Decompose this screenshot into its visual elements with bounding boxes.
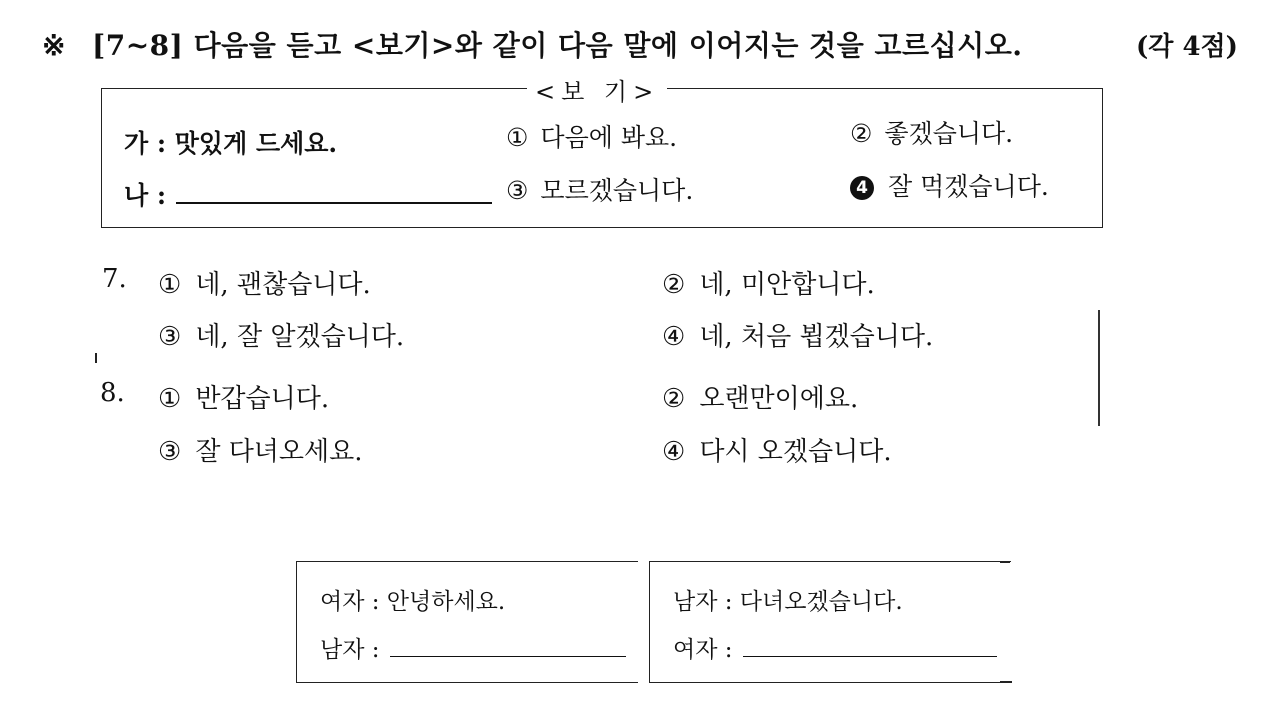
q8-option-4[interactable] (662, 431, 892, 468)
q7-option-4-text: 네, 처음 뵙겠습니다. (699, 322, 934, 352)
q7-option-3[interactable] (158, 316, 404, 353)
example-answer-blank (176, 184, 492, 204)
example-option-2-number: ② (850, 119, 873, 148)
example-box-title: <보 기> (527, 72, 667, 107)
dialog-left-line-1: 여자 : 안녕하세요. (320, 589, 506, 615)
dialog-left-answer-blank (390, 640, 626, 657)
q8-option-4-text: 다시 오겠습니다. (699, 437, 892, 467)
box-right-bottom-edge (1000, 681, 1012, 683)
q8-option-2-number: ② (662, 384, 686, 414)
q7-option-2[interactable] (662, 264, 875, 301)
box-right-top-edge (1000, 561, 1010, 563)
dialog-box-left (296, 561, 638, 683)
q7-option-4-number: ④ (662, 322, 686, 352)
dialog-left-speaker-label: 남자 : (320, 637, 380, 663)
reference-mark: ※ (42, 29, 66, 62)
dialog-box-right (649, 561, 1011, 683)
dialog-right-answer-blank (743, 640, 997, 657)
q7-option-1[interactable] (158, 264, 371, 301)
example-option-3-text: 모르겠습니다. (540, 176, 694, 205)
stray-tick-mark (95, 353, 97, 363)
q7-option-1-number: ① (158, 270, 182, 300)
instruction-text: [7~8] 다음을 듣고 <보기>와 같이 다음 말에 이어지는 것을 고르십시오. (91, 29, 1023, 62)
dialog-left-line-2 (320, 631, 626, 664)
example-option-4-text: 잘 먹겠습니다. (888, 172, 1049, 201)
q7-option-4[interactable] (662, 316, 933, 353)
example-option-1 (506, 118, 677, 154)
question-7-number: 7. (102, 264, 127, 294)
q8-option-1[interactable] (158, 378, 329, 415)
q7-option-2-text: 네, 미안합니다. (699, 270, 875, 300)
example-option-2-text: 좋겠습니다. (884, 119, 1014, 148)
example-option-3-number: ③ (506, 176, 529, 205)
q8-option-1-number: ① (158, 384, 182, 414)
q8-option-2-text: 오랜만이에요. (699, 384, 859, 414)
dialog-right-line-2 (673, 631, 997, 664)
question-8-number: 8. (100, 378, 125, 408)
example-option-3 (506, 171, 693, 207)
points-label: (각 4점) (1136, 32, 1238, 62)
q7-option-1-text: 네, 괜찮습니다. (195, 270, 371, 300)
example-speaker-b-label: 나 : (124, 181, 167, 210)
q8-option-1-text: 반갑습니다. (195, 384, 330, 414)
q8-option-2[interactable] (662, 378, 858, 415)
example-speaker-b (124, 176, 492, 212)
q7-option-3-number: ③ (158, 322, 182, 352)
q8-option-3-number: ③ (158, 437, 182, 467)
dialog-right-line-1: 남자 : 다녀오겠습니다. (673, 589, 903, 615)
q8-option-3-text: 잘 다녀오세요. (195, 437, 363, 467)
example-speaker-a: 가 : 맛있게 드세요. (124, 129, 338, 158)
example-option-1-text: 다음에 봐요. (540, 123, 678, 152)
q7-option-2-number: ② (662, 270, 686, 300)
q8-option-3[interactable] (158, 431, 363, 468)
example-option-4-selected (850, 167, 1049, 203)
example-option-1-number: ① (506, 123, 529, 152)
instruction-header (42, 24, 1023, 64)
q7-option-3-text: 네, 잘 알겠습니다. (195, 322, 405, 352)
vertical-rule (1098, 310, 1100, 426)
filled-circle-4-icon: 4 (850, 176, 874, 200)
example-option-2 (850, 114, 1013, 150)
q8-option-4-number: ④ (662, 437, 686, 467)
dialog-right-speaker-label: 여자 : (673, 637, 733, 663)
